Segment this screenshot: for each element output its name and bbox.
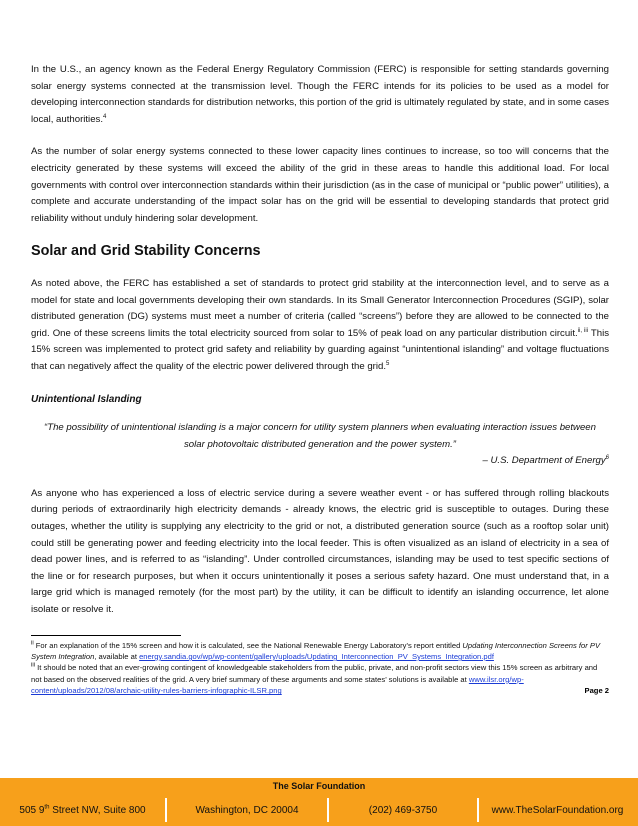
footer-contact-row bbox=[0, 798, 638, 822]
footnote-marker: iii bbox=[31, 662, 35, 669]
paragraph-text: In the U.S., an agency known as the Federal Energy Regulatory Commission (FERC) is responsible for setting standards governing solar energy systems connected at the transmission level. Though the FERC intends for its policies to be used as a model for developing interconnection standards for distribution networks, this portion of the grid is ultimately regulated by state, and in some cases local, authorities. bbox=[31, 64, 609, 125]
block-quote: “The possibility of unintentional islanding is a major concern for utility system planners when evaluating interaction issues between solar photovoltaic distributed generation and the power system.” bbox=[44, 422, 596, 450]
address-text: Street NW, Suite 800 bbox=[49, 804, 146, 816]
footer-address bbox=[0, 805, 165, 816]
quote-attribution bbox=[31, 453, 609, 470]
footnote-title: Updating Interconnection Screens for PV System Integration bbox=[31, 640, 601, 662]
paragraph-islanding: As anyone who has experienced a loss of electric service during a severe weather event - or has suffered through rolling blackouts during periods of extraordinarily high electricity demands - already knows, the electric grid is susceptible to outages. During these outages, whether the utility is supplying any electricity to the grid or not, a distributed generation source (such as a rooftop solar unit) could still be generating power and feeding electricity into the local feeder. This is often visualized as an island of electricity in a sea of dead power lines, and is referred to as “islanding”. Under controlled circumstances, islanding may be used to test specific sections of the line or for research purposes, but when it occurs unintentionally it poses a serious safety hazard. One must understand that, in a large grid which is managed remotely (for the most part) by the utility, it can be difficult to identify an islanding occurrence, let alone isolate or resolve it. bbox=[31, 487, 609, 616]
footnote-ref: 6 bbox=[605, 455, 609, 462]
page-content bbox=[31, 62, 609, 697]
footnote-ref: 5 bbox=[386, 360, 390, 367]
footnote-divider bbox=[31, 635, 181, 636]
address-ordinal: th bbox=[44, 804, 50, 811]
footer-city: Washington, DC 20004 bbox=[195, 804, 299, 816]
footnote-link[interactable]: www.ilsr.org/wp-content/uploads/2012/08/archaic-utility-rules-barriers-infographic-ILSR.png bbox=[31, 674, 524, 696]
paragraph-text: As noted above, the FERC has established a set of standards to protect grid stability at the interconnection level, and to serve as a model for state and local governments developing their own standards. In its Small Generator Interconnection Procedures (SGIP), solar distributed generation (DG) systems must meet a number of criteria (called “screens”) before they are allowed to be connected to the grid. One of these screens limits the total electricity sourced from solar to 15% of peak load on any particular distribution circuit. bbox=[31, 277, 609, 339]
paragraph-sgip bbox=[31, 276, 609, 376]
footnote-text: It should be noted that an ever-growing contingent of knowledgeable stakeholders from the public, private, and non-profit sectors view this 15% screen as arbitrary and not based on the observed realities of the grid. A very brief summary of these arguments and some states’ solutions is available at bbox=[31, 663, 598, 684]
page-number: Page 2 bbox=[584, 686, 609, 696]
footnote-text: For an explanation of the 15% screen and how it is calculated, see the National Renewable Energy Laboratory’s report entitled bbox=[33, 640, 463, 650]
footnotes bbox=[31, 640, 609, 697]
footnote-marker: ii bbox=[31, 640, 34, 647]
address-text: 505 9 bbox=[19, 804, 45, 816]
paragraph-capacity: As the number of solar energy systems connected to these lower capacity lines continues to increase, so too will concerns that the electricity generated by these systems will exceed the ability of the grid in these areas to handle this additional load. For local governments with control over interconnection standards within their jurisdiction (as in the case of municipal or “public power” utilities), a complete and accurate understanding of the impact solar has on the grid will be essential to developing standards that protect grid reliability without unduly hindering solar development. bbox=[31, 146, 609, 224]
attribution-text: – U.S. Department of Energy bbox=[482, 455, 606, 467]
subsection-heading: Unintentional Islanding bbox=[31, 393, 142, 405]
footnote-ii bbox=[31, 640, 609, 663]
footnote-iii bbox=[31, 662, 609, 696]
footer-org-name: The Solar Foundation bbox=[272, 781, 366, 791]
footer-website[interactable]: www.TheSolarFoundation.org bbox=[491, 804, 624, 816]
footnote-ref: 4 bbox=[103, 113, 107, 120]
paragraph-text: This 15% screen was implemented to protect grid safety and reliability by guarding against “unintentional islanding” and voltage fluctuations that can negatively affect the quality of the electric power delivered through the grid. bbox=[31, 327, 609, 372]
footnote-ref: ii, iii bbox=[577, 327, 589, 334]
paragraph-ferc bbox=[31, 62, 609, 128]
footnote-link[interactable]: energy.sandia.gov/wp/wp-content/gallery/uploads/Updating_Interconnection_PV_Systems_Integration.pdf bbox=[139, 652, 494, 662]
section-heading: Solar and Grid Stability Concerns bbox=[31, 243, 261, 260]
footnote-text: , available at bbox=[94, 652, 140, 662]
footer-phone: (202) 469-3750 bbox=[368, 804, 438, 816]
page-footer bbox=[0, 778, 638, 826]
